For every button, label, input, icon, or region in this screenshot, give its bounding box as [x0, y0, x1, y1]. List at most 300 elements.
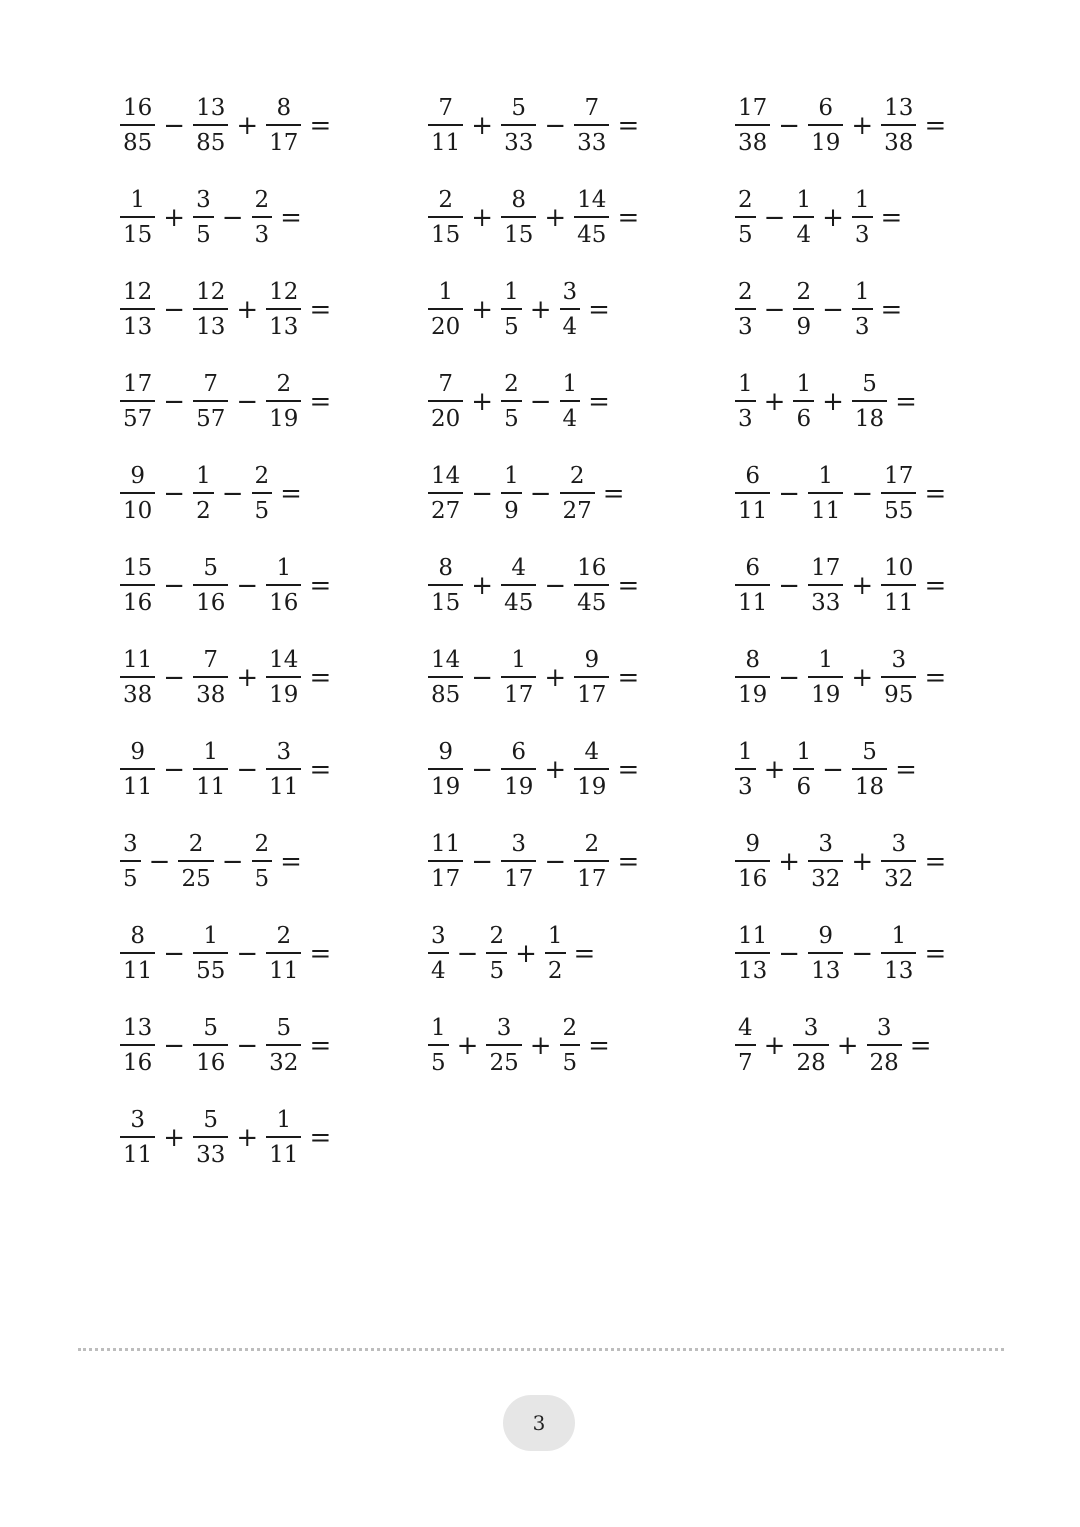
fraction-denominator: 38 — [196, 681, 226, 708]
fraction-denominator: 57 — [123, 405, 153, 432]
fraction — [266, 281, 301, 339]
fraction-denominator: 7 — [738, 1049, 753, 1076]
fraction — [560, 1017, 581, 1075]
fraction-denominator: 11 — [123, 957, 153, 984]
operator-sign: − — [221, 203, 244, 233]
equals-sign: = — [588, 387, 610, 417]
operator-sign: − — [471, 847, 494, 877]
fraction-problem — [120, 182, 302, 254]
fraction-denominator: 4 — [562, 313, 578, 340]
fraction-numerator: 3 — [876, 1015, 892, 1042]
fraction-numerator: 4 — [738, 1015, 753, 1042]
fraction-denominator: 19 — [577, 773, 607, 800]
fraction-numerator: 3 — [276, 739, 292, 766]
fraction-denominator: 5 — [123, 865, 138, 892]
operator-sign: − — [221, 479, 244, 509]
fraction-numerator: 3 — [123, 831, 138, 858]
operator-sign: − — [236, 571, 259, 601]
fraction-numerator: 11 — [431, 831, 461, 858]
equals-sign: = — [573, 939, 596, 969]
fraction-numerator: 9 — [584, 647, 600, 674]
fraction-denominator: 16 — [196, 1049, 226, 1076]
fraction-numerator: 3 — [431, 923, 446, 950]
fraction-numerator: 13 — [884, 95, 914, 122]
fraction-numerator: 2 — [738, 279, 753, 306]
fraction-denominator: 3 — [738, 773, 753, 800]
fraction-numerator: 7 — [438, 95, 453, 122]
fraction-problem — [120, 550, 331, 622]
fraction-denominator: 32 — [884, 865, 914, 892]
fraction-denominator: 15 — [123, 221, 153, 248]
operator-sign: + — [515, 939, 537, 969]
fraction-denominator: 11 — [196, 773, 226, 800]
fraction-denominator: 3 — [254, 221, 270, 248]
operator-sign: − — [236, 387, 259, 417]
operator-sign: + — [471, 111, 494, 141]
equals-sign: = — [617, 847, 640, 877]
fraction-denominator: 16 — [269, 589, 299, 616]
fraction — [266, 1017, 301, 1075]
operator-sign: − — [822, 755, 844, 785]
fraction-denominator: 85 — [123, 129, 153, 156]
fraction — [193, 741, 228, 799]
page-number-badge — [503, 1395, 575, 1451]
fraction-problem — [735, 1010, 932, 1082]
fraction — [735, 1017, 756, 1075]
fraction — [428, 925, 449, 983]
equals-sign: = — [588, 1031, 610, 1061]
equals-sign: = — [602, 479, 625, 509]
fraction-problem — [735, 642, 946, 714]
fraction-numerator: 5 — [511, 95, 527, 122]
fraction-numerator: 1 — [738, 371, 753, 398]
fraction — [120, 465, 155, 523]
fraction-numerator: 17 — [884, 463, 914, 490]
fraction-denominator: 17 — [431, 865, 461, 892]
fraction-problem — [120, 734, 331, 806]
fraction-denominator: 15 — [504, 221, 534, 248]
fraction-denominator: 11 — [123, 1141, 153, 1168]
fraction-numerator: 8 — [130, 923, 145, 950]
fraction-denominator: 2 — [547, 957, 563, 984]
fraction — [574, 649, 609, 707]
fraction-numerator: 16 — [123, 95, 153, 122]
fraction-denominator: 20 — [431, 405, 461, 432]
fraction-denominator: 11 — [884, 589, 914, 616]
operator-sign: − — [221, 847, 244, 877]
equals-sign: = — [309, 663, 332, 693]
fraction — [808, 97, 843, 155]
operator-sign: − — [778, 939, 801, 969]
fraction-denominator: 5 — [489, 957, 505, 984]
fraction-numerator: 8 — [745, 647, 760, 674]
fraction-problem — [735, 458, 946, 530]
fraction — [501, 281, 522, 339]
fraction — [252, 833, 273, 891]
fraction-numerator: 2 — [489, 923, 505, 950]
fraction-denominator: 13 — [269, 313, 299, 340]
fraction-numerator: 14 — [269, 647, 299, 674]
fraction-denominator: 5 — [504, 313, 519, 340]
fraction — [735, 557, 770, 615]
fraction-denominator: 17 — [269, 129, 299, 156]
fraction-problem — [428, 366, 610, 438]
fraction-denominator: 13 — [196, 313, 226, 340]
fraction-numerator: 5 — [862, 739, 877, 766]
fraction — [560, 373, 581, 431]
fraction — [193, 281, 228, 339]
fraction — [793, 1017, 828, 1075]
fraction-denominator: 33 — [196, 1141, 226, 1168]
fraction-problem — [428, 458, 625, 530]
fraction-denominator: 57 — [196, 405, 226, 432]
fraction — [266, 557, 301, 615]
fraction — [881, 925, 916, 983]
fraction — [501, 97, 536, 155]
fraction — [852, 373, 887, 431]
fraction-denominator: 11 — [738, 497, 768, 524]
fraction-denominator: 5 — [738, 221, 753, 248]
fraction — [852, 281, 873, 339]
fraction-numerator: 5 — [203, 555, 219, 582]
equals-sign: = — [617, 571, 640, 601]
fraction-denominator: 45 — [577, 589, 607, 616]
equals-sign: = — [924, 111, 947, 141]
operator-sign: − — [544, 571, 567, 601]
fraction-denominator: 15 — [431, 221, 461, 248]
fraction — [735, 741, 756, 799]
fraction-denominator: 6 — [796, 773, 812, 800]
operator-sign: + — [763, 1031, 786, 1061]
equals-sign: = — [617, 663, 640, 693]
fraction — [501, 189, 536, 247]
fraction-numerator: 11 — [738, 923, 768, 950]
fraction — [266, 925, 301, 983]
fraction — [735, 281, 756, 339]
fraction-problem — [120, 826, 302, 898]
fraction-numerator: 3 — [891, 831, 907, 858]
fraction — [735, 97, 770, 155]
operator-sign: + — [236, 1123, 259, 1153]
fraction-numerator: 14 — [431, 463, 461, 490]
fraction — [428, 97, 463, 155]
fraction — [852, 189, 873, 247]
fraction — [120, 189, 155, 247]
fraction-denominator: 85 — [431, 681, 461, 708]
fraction — [428, 465, 463, 523]
fraction-denominator: 19 — [269, 405, 299, 432]
fraction-denominator: 19 — [811, 681, 841, 708]
fraction — [266, 741, 301, 799]
fraction-numerator: 2 — [438, 187, 453, 214]
fraction-denominator: 11 — [431, 129, 461, 156]
fraction — [120, 1109, 155, 1167]
fraction — [501, 649, 536, 707]
fraction — [193, 925, 228, 983]
fraction — [808, 557, 843, 615]
fraction-numerator: 17 — [738, 95, 768, 122]
fraction-problem — [428, 90, 639, 162]
operator-sign: − — [163, 663, 186, 693]
fraction-numerator: 3 — [803, 1015, 819, 1042]
fraction-numerator: 13 — [196, 95, 226, 122]
equals-sign: = — [309, 295, 332, 325]
fraction — [560, 465, 595, 523]
fraction — [735, 465, 770, 523]
fraction-denominator: 33 — [504, 129, 534, 156]
fraction-numerator: 6 — [818, 95, 834, 122]
operator-sign: − — [236, 1031, 259, 1061]
fraction-numerator: 1 — [504, 279, 519, 306]
fraction-denominator: 4 — [796, 221, 812, 248]
operator-sign: − — [529, 479, 552, 509]
fraction — [574, 833, 609, 891]
equals-sign: = — [588, 295, 610, 325]
fraction-denominator: 33 — [577, 129, 607, 156]
operator-sign: − — [163, 571, 186, 601]
operator-sign: − — [236, 755, 259, 785]
equals-sign: = — [309, 571, 332, 601]
fraction — [793, 741, 814, 799]
fraction — [428, 373, 463, 431]
fraction — [120, 1017, 155, 1075]
fraction-numerator: 2 — [562, 1015, 578, 1042]
fraction-numerator: 2 — [504, 371, 519, 398]
fraction-denominator: 4 — [562, 405, 578, 432]
fraction-denominator: 13 — [884, 957, 914, 984]
fraction-denominator: 33 — [811, 589, 841, 616]
operator-sign: + — [763, 387, 786, 417]
fraction-problem — [428, 550, 639, 622]
fraction-numerator: 17 — [811, 555, 841, 582]
fraction-numerator: 1 — [738, 739, 753, 766]
operator-sign: − — [163, 479, 186, 509]
operator-sign: − — [544, 847, 567, 877]
operator-sign: + — [851, 571, 874, 601]
operator-sign: + — [529, 1031, 552, 1061]
operator-sign: − — [471, 663, 494, 693]
fraction-numerator: 1 — [854, 187, 870, 214]
fraction-denominator: 16 — [123, 589, 153, 616]
fraction — [735, 649, 770, 707]
fraction-denominator: 38 — [884, 129, 914, 156]
operator-sign: + — [163, 1123, 186, 1153]
equals-sign: = — [280, 479, 302, 509]
fraction-denominator: 28 — [796, 1049, 826, 1076]
fraction-numerator: 2 — [188, 831, 204, 858]
equals-sign: = — [309, 755, 332, 785]
fraction-denominator: 3 — [854, 313, 870, 340]
operator-sign: − — [163, 111, 186, 141]
fraction — [193, 649, 228, 707]
fraction — [808, 925, 843, 983]
fraction-problem — [428, 826, 639, 898]
fraction — [428, 281, 463, 339]
fraction — [193, 189, 214, 247]
operator-sign: + — [236, 295, 259, 325]
fraction-problem — [735, 918, 946, 990]
fraction-denominator: 85 — [196, 129, 226, 156]
fraction-denominator: 11 — [738, 589, 768, 616]
fraction-denominator: 11 — [123, 773, 153, 800]
fraction — [193, 1017, 228, 1075]
fraction-numerator: 14 — [577, 187, 607, 214]
fraction — [120, 373, 155, 431]
fraction-denominator: 16 — [123, 1049, 153, 1076]
fraction-denominator: 10 — [123, 497, 153, 524]
operator-sign: + — [471, 203, 494, 233]
operator-sign: + — [236, 663, 259, 693]
fraction-numerator: 2 — [254, 831, 270, 858]
fraction — [501, 833, 536, 891]
fraction-numerator: 3 — [818, 831, 834, 858]
fraction-numerator: 7 — [203, 371, 219, 398]
fraction-numerator: 3 — [891, 647, 907, 674]
operator-sign: − — [544, 111, 567, 141]
fraction-denominator: 19 — [269, 681, 299, 708]
fraction-problem — [735, 182, 902, 254]
fraction-numerator: 12 — [196, 279, 226, 306]
operator-sign: + — [471, 387, 494, 417]
fraction-numerator: 3 — [511, 831, 527, 858]
fraction-numerator: 2 — [738, 187, 753, 214]
operator-sign: − — [778, 663, 801, 693]
fraction-numerator: 2 — [254, 463, 270, 490]
fraction-numerator: 1 — [504, 463, 519, 490]
fraction-denominator: 13 — [123, 313, 153, 340]
fraction-numerator: 1 — [562, 371, 578, 398]
fraction — [574, 189, 609, 247]
equals-sign: = — [309, 1123, 332, 1153]
fraction-denominator: 20 — [431, 313, 461, 340]
fraction-denominator: 2 — [196, 497, 211, 524]
fraction — [501, 373, 522, 431]
operator-sign: − — [822, 295, 844, 325]
fraction-problem — [120, 458, 302, 530]
equals-sign: = — [880, 203, 903, 233]
fraction-denominator: 17 — [504, 865, 534, 892]
fraction-numerator: 13 — [123, 1015, 153, 1042]
fraction-numerator: 1 — [196, 463, 211, 490]
fraction — [120, 649, 155, 707]
operator-sign: + — [529, 295, 552, 325]
operator-sign: + — [851, 847, 874, 877]
equals-sign: = — [895, 387, 917, 417]
fraction — [120, 925, 155, 983]
operator-sign: + — [456, 1031, 479, 1061]
fraction-numerator: 7 — [203, 647, 219, 674]
fraction — [560, 281, 581, 339]
fraction-denominator: 13 — [811, 957, 841, 984]
fraction-problem — [120, 1102, 331, 1174]
fraction-denominator: 16 — [196, 589, 226, 616]
operator-sign: − — [778, 571, 801, 601]
fraction-denominator: 55 — [196, 957, 226, 984]
fraction-denominator: 19 — [738, 681, 768, 708]
fraction-denominator: 5 — [196, 221, 211, 248]
operator-sign: − — [148, 847, 171, 877]
operator-sign: − — [163, 755, 186, 785]
fraction-denominator: 9 — [796, 313, 812, 340]
fraction-denominator: 5 — [254, 865, 270, 892]
fraction — [428, 649, 463, 707]
fraction-denominator: 38 — [123, 681, 153, 708]
fraction-numerator: 9 — [745, 831, 760, 858]
fraction-denominator: 13 — [738, 957, 768, 984]
equals-sign: = — [924, 663, 947, 693]
fraction — [120, 281, 155, 339]
operator-sign: + — [836, 1031, 859, 1061]
fraction-problem — [120, 918, 331, 990]
fraction-denominator: 55 — [884, 497, 914, 524]
fraction-denominator: 19 — [504, 773, 534, 800]
fraction — [793, 189, 814, 247]
fraction-denominator: 6 — [796, 405, 812, 432]
fraction-problem — [735, 366, 917, 438]
fraction — [808, 465, 843, 523]
fraction-denominator: 11 — [269, 957, 299, 984]
fraction — [178, 833, 213, 891]
fraction-numerator: 1 — [547, 923, 563, 950]
fraction-numerator: 2 — [276, 371, 292, 398]
fraction-numerator: 1 — [891, 923, 907, 950]
fraction — [120, 833, 141, 891]
fraction-denominator: 38 — [738, 129, 768, 156]
fraction-numerator: 7 — [438, 371, 453, 398]
fraction-numerator: 12 — [123, 279, 153, 306]
fraction — [428, 1017, 449, 1075]
operator-sign: + — [763, 755, 786, 785]
fraction-denominator: 19 — [431, 773, 461, 800]
fraction-problem — [428, 918, 595, 990]
fraction-denominator: 17 — [577, 865, 607, 892]
fraction-problem — [735, 826, 946, 898]
fraction — [881, 833, 916, 891]
fraction-numerator: 1 — [796, 739, 812, 766]
fraction — [193, 557, 228, 615]
fraction — [545, 925, 566, 983]
operator-sign: + — [778, 847, 801, 877]
fraction-numerator: 14 — [431, 647, 461, 674]
fraction-numerator: 2 — [569, 463, 585, 490]
fraction-problem — [120, 642, 331, 714]
fraction-problem — [120, 90, 331, 162]
equals-sign: = — [617, 203, 640, 233]
equals-sign: = — [309, 111, 332, 141]
fraction — [486, 925, 507, 983]
fraction-problem — [120, 366, 331, 438]
fraction-denominator: 15 — [431, 589, 461, 616]
operator-sign: + — [236, 111, 259, 141]
fraction — [793, 281, 814, 339]
fraction-numerator: 12 — [269, 279, 299, 306]
fraction-numerator: 5 — [203, 1107, 219, 1134]
fraction-denominator: 32 — [811, 865, 841, 892]
fraction-numerator: 2 — [584, 831, 600, 858]
fraction — [428, 833, 463, 891]
fraction-problem — [735, 734, 917, 806]
fraction-numerator: 9 — [130, 463, 145, 490]
fraction-problem — [120, 274, 331, 346]
equals-sign: = — [309, 939, 332, 969]
fraction — [501, 465, 522, 523]
fraction-numerator: 5 — [862, 371, 877, 398]
fraction — [867, 1017, 902, 1075]
fraction-denominator: 25 — [181, 865, 211, 892]
operator-sign: + — [851, 663, 874, 693]
fraction-denominator: 11 — [811, 497, 841, 524]
fraction-denominator: 27 — [431, 497, 461, 524]
